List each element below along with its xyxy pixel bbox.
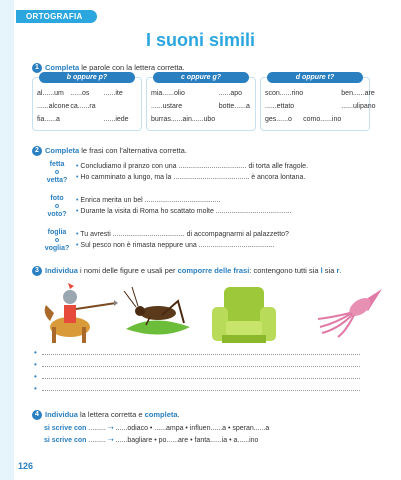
ex1-box-d-t	[260, 74, 376, 131]
fill-word[interactable]	[219, 116, 251, 123]
sentence-group	[76, 161, 308, 183]
pair-label-foglia-voglia: foglia o voglia?	[44, 229, 70, 252]
fill-word[interactable]	[303, 90, 341, 97]
letter-blank[interactable]: .........	[88, 437, 106, 444]
sentence[interactable]: • Sul pesco non è rimasta neppure una .......................................	[76, 242, 275, 249]
fill-word[interactable]: ......ulipano	[341, 103, 376, 110]
squid-illustration	[316, 283, 388, 339]
ex3-number: 3	[32, 266, 42, 276]
box-header: b oppure p?	[39, 72, 135, 83]
ex4-row-2: si scrive con ......... ➝ ......bagliare • po......are • fanta......ia • a......ino	[44, 437, 259, 444]
fill-word[interactable]	[104, 103, 137, 110]
fill-word[interactable]: al......um	[37, 90, 64, 97]
ex1-instruction: 1 Completa le parole con la lettera corretta.	[32, 63, 185, 73]
fill-word[interactable]	[341, 116, 375, 123]
fill-word[interactable]: ges......o	[265, 116, 292, 123]
answer-line[interactable]: •	[42, 366, 360, 367]
fill-word[interactable]	[186, 103, 218, 110]
knight-on-horse-illustration	[38, 283, 118, 345]
ex2-number: 2	[32, 146, 42, 156]
fill-word[interactable]: ......ettato	[265, 103, 295, 110]
sentence[interactable]: • Tu avresti ..................................... di accompagnarmi al palazzetto?	[76, 231, 289, 238]
pair-label-fetta-vetta: fetta o vetta?	[46, 161, 68, 184]
letter-blank[interactable]: .........	[88, 425, 106, 432]
row-words[interactable]: ......odiaco • ......ampa • influen......a • speran......a	[115, 425, 270, 432]
ex1-box-c-g	[146, 74, 256, 131]
ex3-instruction: 3 Individua i nomi delle figure e usali per comporre delle frasi: contengono tutti sia l sia r.	[32, 266, 341, 276]
page-number: 126	[18, 461, 34, 471]
fill-word[interactable]	[303, 103, 341, 110]
fill-word[interactable]: fia......a	[37, 116, 60, 123]
cricket-on-leaf-illustration	[122, 283, 194, 339]
fill-word[interactable]: ca......ra	[70, 103, 96, 110]
pair-label-foto-voto: foto o voto?	[47, 195, 67, 218]
fill-word[interactable]: ......os	[70, 90, 90, 97]
fill-word[interactable]: scon......rino	[265, 90, 304, 97]
answer-line[interactable]: •	[42, 378, 360, 379]
fill-word[interactable]: burras......a	[151, 116, 187, 123]
fill-word[interactable]	[70, 116, 103, 123]
fill-word[interactable]: botte......a	[218, 103, 250, 110]
answer-line[interactable]: •	[42, 354, 360, 355]
section-badge: ORTOGRAFIA	[16, 10, 97, 23]
armchair-illustration	[206, 283, 280, 349]
fill-word[interactable]: como......ino	[303, 116, 342, 123]
box-header: c oppure g?	[153, 72, 249, 83]
fill-word[interactable]: ......alcone	[37, 103, 70, 110]
fill-word[interactable]: ......iede	[103, 116, 129, 123]
page-title: I suoni simili	[145, 30, 256, 50]
fill-word[interactable]: ben......are	[341, 90, 375, 97]
ex1-box-b-p	[32, 74, 142, 131]
sentence-group	[76, 195, 292, 217]
fill-word[interactable]: ......ite	[103, 90, 123, 97]
ex2-instruction: 2 Completa le frasi con l'alternativa corretta.	[32, 146, 187, 156]
ex4-row-1: si scrive con ......... ➝ ......odiaco • ......ampa • influen......a • speran......a	[44, 425, 270, 432]
fill-word[interactable]: in......ubo	[186, 116, 216, 123]
fill-word[interactable]	[186, 90, 218, 97]
row-words[interactable]: ......bagliare • po......are • fanta......ia • a......ino	[115, 437, 259, 444]
sentence[interactable]: • Durante la visita di Roma ho scattato molte .......................................	[76, 208, 292, 215]
page-sidebar	[0, 0, 14, 480]
sentence[interactable]: • Concludiamo il pranzo con una ................................... di torta alle fragole.	[76, 163, 309, 170]
sentence[interactable]: • Ho camminato a lungo, ma la ....................................... è ancora lontana.	[76, 174, 306, 181]
ex4-number: 4	[32, 410, 42, 420]
box-header: d oppure t?	[267, 72, 363, 83]
sentence[interactable]: • Enrica merita un bel .......................................	[76, 197, 221, 204]
fill-word[interactable]: ......apo	[218, 90, 243, 97]
fill-word[interactable]: mia......olio	[151, 90, 185, 97]
answer-line[interactable]: •	[42, 390, 360, 391]
fill-word[interactable]: ......ustare	[151, 103, 183, 110]
ex4-instruction: 4 Individua la lettera corretta e completa.	[32, 410, 180, 420]
ex1-number: 1	[32, 63, 42, 73]
sentence-group	[76, 229, 289, 251]
